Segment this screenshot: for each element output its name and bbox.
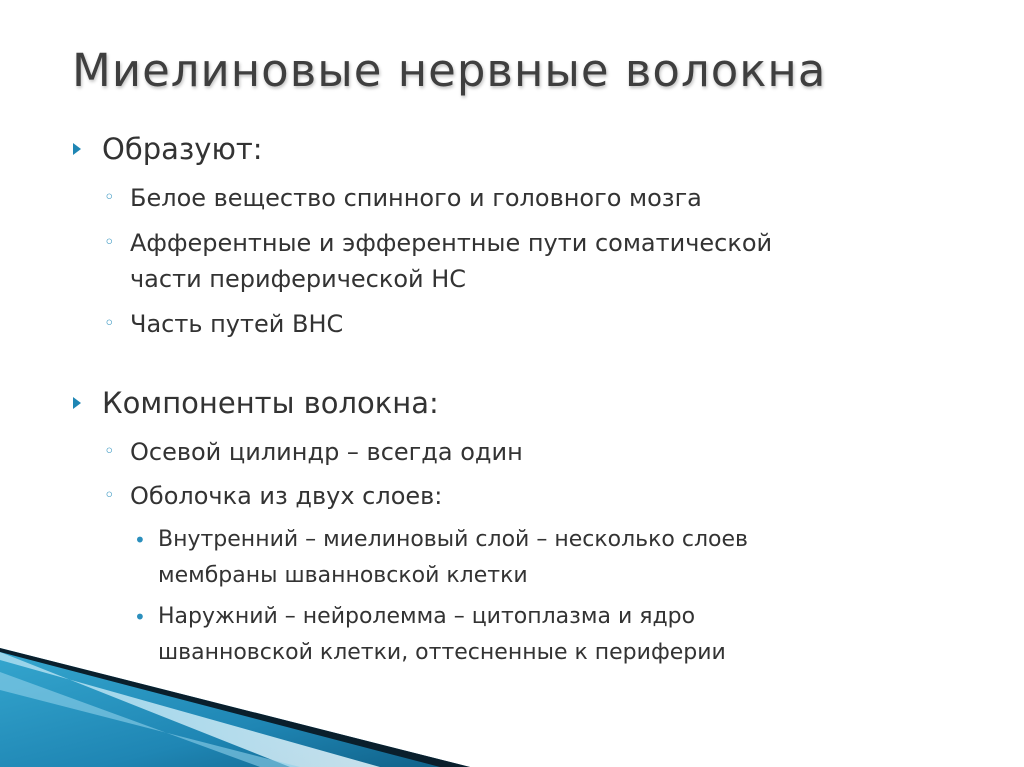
sub-list-item [134, 599, 726, 671]
slide-title: Миелиновые нервные волокна [72, 44, 827, 97]
list-item [104, 225, 773, 297]
list-item-text: Афферентные и эфферентные пути соматической [130, 229, 773, 257]
circle-bullet-icon: ◦ [104, 232, 115, 253]
circle-bullet-icon: ◦ [104, 313, 115, 334]
arrow-bullet-icon [73, 143, 81, 155]
sub-list-item [134, 522, 748, 594]
list-item-text: Наружний – нейролемма – цитоплазма и ядро [158, 604, 696, 629]
section-heading-text: Образуют: [102, 132, 263, 166]
list-item [104, 434, 523, 470]
list-item-text: Внутренний – миелиновый слой – несколько слоев [158, 527, 748, 552]
circle-bullet-icon: ◦ [104, 441, 115, 462]
list-item [104, 478, 443, 514]
list-item-text: Осевой цилиндр – всегда один [130, 438, 523, 466]
dot-bullet-icon: • [134, 528, 146, 552]
arrow-bullet-icon [73, 397, 81, 409]
section-heading-text: Компоненты волокна: [102, 386, 439, 420]
list-item [104, 306, 344, 342]
section-heading-2 [102, 386, 439, 420]
list-item [104, 180, 702, 216]
list-item-text: Белое вещество спинного и головного мозга [130, 184, 702, 212]
list-item-text: мембраны шванновской клетки [158, 563, 528, 588]
list-item-text: шванновской клетки, оттесненные к периферии [158, 640, 726, 665]
circle-bullet-icon: ◦ [104, 485, 115, 506]
list-item-text: Часть путей ВНС [130, 310, 344, 338]
list-item-text: части периферической НС [130, 265, 467, 293]
dot-bullet-icon: • [134, 605, 146, 629]
section-heading-1 [102, 132, 263, 166]
list-item-text: Оболочка из двух слоев: [130, 482, 443, 510]
circle-bullet-icon: ◦ [104, 187, 115, 208]
